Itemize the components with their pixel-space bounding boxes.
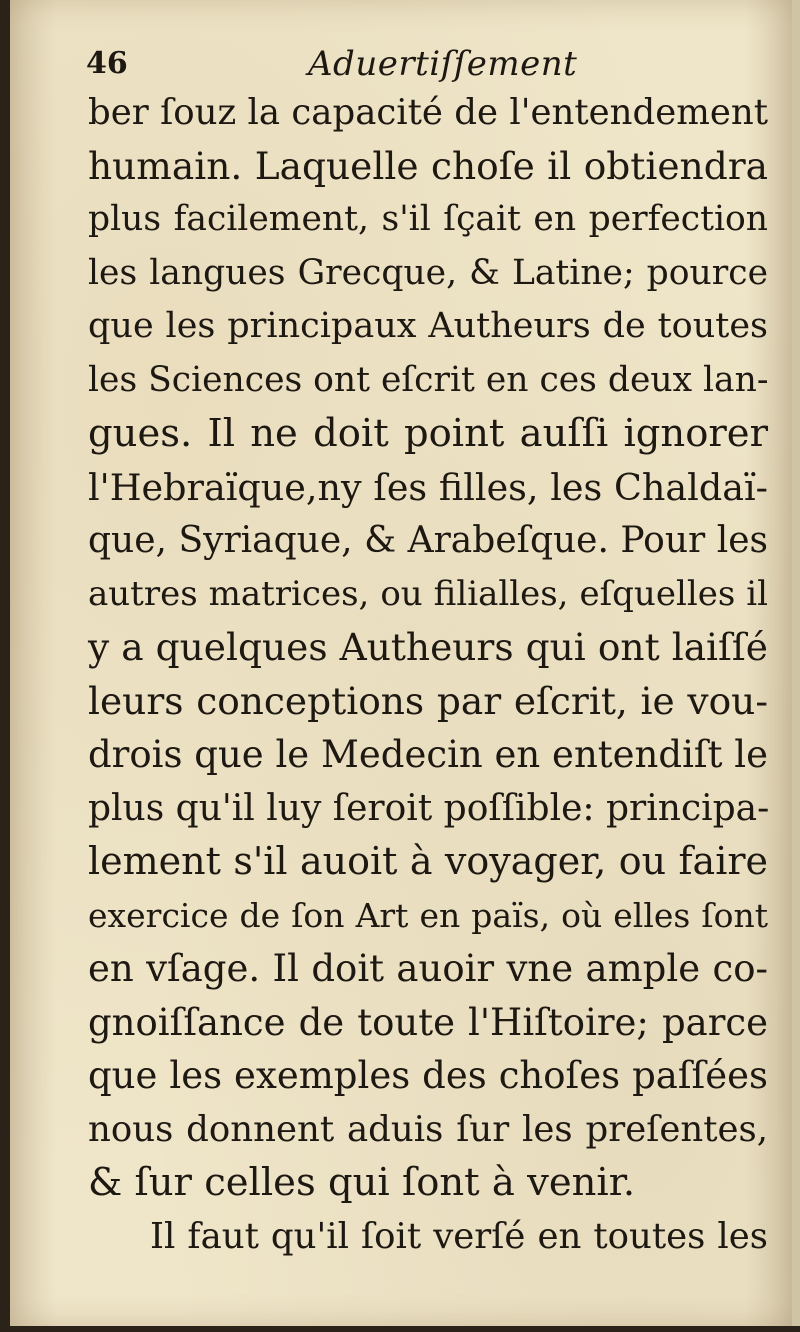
text-line: que les principaux Autheurs de toutes — [88, 306, 768, 346]
text-line: gnoiſſance de toute l'Hiſtoire; parce — [88, 1000, 768, 1044]
page-edge — [792, 0, 800, 1332]
book-gutter — [0, 0, 10, 1332]
text-line: drois que le Medecin en entendiſt le — [88, 733, 768, 776]
text-line: que les exemples des choſes paſſées — [88, 1054, 768, 1097]
running-title: Aduertiſſement — [308, 44, 578, 84]
text-line: en vſage. Il doit auoir vne ample co- — [88, 947, 768, 990]
text-line: exercice de ſon Art en païs, où elles ſont — [88, 895, 768, 935]
text-line: & ſur celles qui ſont à venir. — [88, 1160, 636, 1205]
page-header — [78, 40, 768, 90]
text-line: leurs conceptions par eſcrit, ie vou- — [88, 678, 768, 723]
text-line: autres matrices, ou filialles, eſquelles il — [88, 573, 768, 614]
text-line: y a quelques Autheurs qui ont laiſſé — [88, 625, 768, 669]
text-line: que, Syriaque, & Arabeſque. Pour les — [88, 520, 768, 561]
text-line: l'Hebraïque,ny ſes filles, les Chaldaï- — [88, 465, 768, 509]
text-line: Il faut qu'il ſoit verſé en toutes les — [150, 1215, 768, 1257]
text-line: gues. Il ne doit point auſſi ignorer — [88, 411, 768, 456]
text-line: les langues Grecque, & Latine; pource — [88, 252, 768, 293]
text-line: humain. Laquelle choſe il obtiendra — [88, 143, 768, 188]
text-line: plus facilement, s'il ſçait en perfection — [88, 199, 768, 239]
page-number: 46 — [86, 46, 128, 81]
text-line: plus qu'il luy ſeroit poſſible: principa- — [88, 787, 770, 829]
body-text — [88, 86, 768, 1263]
page-bottom-edge — [10, 1326, 800, 1332]
text-line: lement s'il auoit à voyager, ou faire — [88, 839, 768, 883]
text-line: ber ſouz la capacité de l'entendement — [88, 92, 768, 133]
text-line: les Sciences ont eſcrit en ces deux lan- — [88, 359, 769, 400]
text-line: nous donnent aduis ſur les preſentes, — [88, 1108, 768, 1150]
